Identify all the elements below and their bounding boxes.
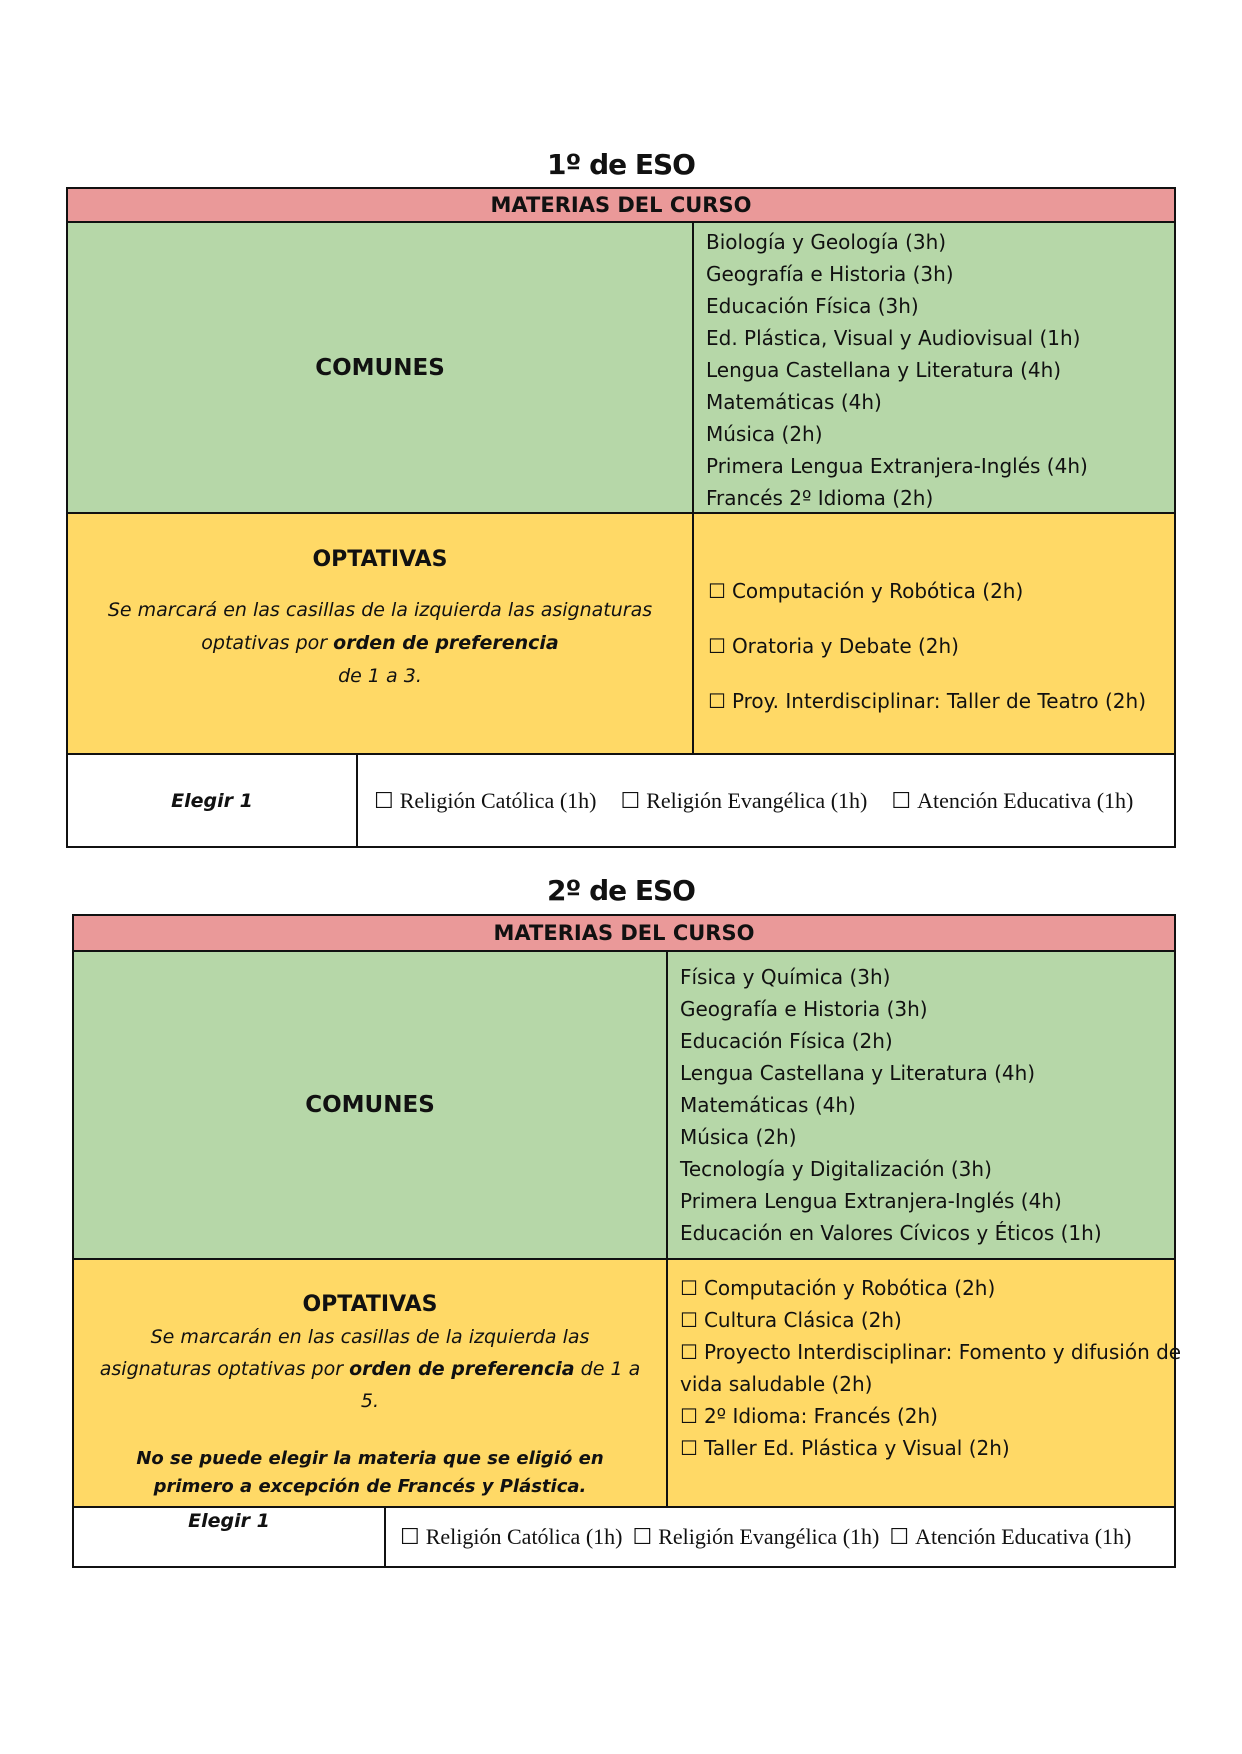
section-1-title: 1º de ESO <box>547 148 695 181</box>
section-2-table <box>72 914 1182 1568</box>
subject-item: Francés 2º Idioma (2h) <box>706 486 934 510</box>
section-1-header: MATERIAS DEL CURSO <box>68 189 1174 221</box>
subject-item: Primera Lengua Extranjera-Inglés (4h) <box>680 1189 1062 1213</box>
optativa-option-teatro[interactable]: ☐ Proy. Interdisciplinar: Taller de Teatro (2h) <box>708 689 1147 713</box>
checkbox-icon[interactable]: ☐ <box>680 1436 698 1460</box>
subject-item: Lengua Castellana y Literatura (4h) <box>706 358 1062 382</box>
elegir-option-atencion[interactable]: ☐ Atención Educativa (1h) <box>891 787 1134 814</box>
section-1-optativas-info <box>68 512 692 753</box>
checkbox-icon[interactable]: ☐ <box>680 1276 698 1300</box>
section-1-table <box>66 187 1176 848</box>
subject-item: Música (2h) <box>680 1125 797 1149</box>
checkbox-icon[interactable]: ☐ <box>708 634 726 658</box>
subject-item: Educación Física (3h) <box>706 294 919 318</box>
section-1-optativas-label: OPTATIVAS <box>312 547 448 572</box>
section-2-comunes-list <box>680 961 1174 1249</box>
section-1-optativas-options <box>692 512 1174 753</box>
optativa-option-computacion[interactable]: ☐ Computación y Robótica (2h) <box>708 579 1024 603</box>
section-1-comunes-label: COMUNES <box>68 221 692 512</box>
checkbox-icon[interactable]: ☐ <box>400 1525 420 1550</box>
section-2-optativas-info <box>74 1258 666 1506</box>
checkbox-icon[interactable]: ☐ <box>680 1308 698 1332</box>
checkbox-icon[interactable]: ☐ <box>680 1404 698 1428</box>
section-2-elegir-label: Elegir 1 <box>74 1506 384 1566</box>
section-2-header: MATERIAS DEL CURSO <box>74 916 1174 950</box>
section-2-optativas-options <box>666 1258 1182 1506</box>
checkbox-icon[interactable]: ☐ <box>891 788 912 814</box>
subject-item: Música (2h) <box>706 422 823 446</box>
checkbox-icon[interactable]: ☐ <box>680 1340 698 1364</box>
optativa-option-cultura-clasica[interactable]: ☐ Cultura Clásica (2h) <box>680 1308 902 1332</box>
subject-item: Geografía e Historia (3h) <box>680 997 928 1021</box>
subject-item: Matemáticas (4h) <box>680 1093 856 1117</box>
section-2-title: 2º de ESO <box>547 874 695 907</box>
optativa-option-frances[interactable]: ☐ 2º Idioma: Francés (2h) <box>680 1404 938 1428</box>
section-1-comunes-list <box>706 226 1174 514</box>
subject-item: Educación en Valores Cívicos y Éticos (1h) <box>680 1221 1102 1245</box>
checkbox-icon[interactable]: ☐ <box>374 788 394 814</box>
section-2-comunes-label: COMUNES <box>74 950 666 1258</box>
optativa-option-proyecto[interactable]: ☐ Proyecto Interdisciplinar: Fomento y difusión de <box>680 1340 1182 1364</box>
subject-item: Tecnología y Digitalización (3h) <box>680 1157 992 1181</box>
checkbox-icon[interactable]: ☐ <box>708 689 726 713</box>
optativa-option-plastica[interactable]: ☐ Taller Ed. Plástica y Visual (2h) <box>680 1436 1010 1460</box>
elegir-option-evangelica[interactable]: ☐ Religión Evangélica (1h) <box>620 787 868 814</box>
section-1-elegir-options <box>356 753 1174 846</box>
optativa-option-computacion[interactable]: ☐ Computación y Robótica (2h) <box>680 1276 996 1300</box>
subject-item: Ed. Plástica, Visual y Audiovisual (1h) <box>706 326 1081 350</box>
optativa-option-oratoria[interactable]: ☐ Oratoria y Debate (2h) <box>708 634 959 658</box>
elegir-option-catolica[interactable]: ☐ Religión Católica (1h) <box>374 787 597 814</box>
section-2-elegir-options <box>384 1506 1174 1566</box>
optativa-option-proyecto-cont: vida saludable (2h) <box>680 1372 873 1396</box>
subject-item: Biología y Geología (3h) <box>706 230 947 254</box>
checkbox-icon[interactable]: ☐ <box>620 788 641 814</box>
subject-item: Educación Física (2h) <box>680 1029 893 1053</box>
checkbox-icon[interactable]: ☐ <box>708 579 726 603</box>
elegir-option-evangelica[interactable]: ☐ Religión Evangélica (1h) <box>632 1524 880 1550</box>
checkbox-icon[interactable]: ☐ <box>632 1525 653 1550</box>
section-2-comunes-list-cell <box>666 950 1174 1258</box>
section-1-elegir-label: Elegir 1 <box>68 753 356 846</box>
section-2-note: No se puede elegir la materia que se eligió en primero a excepción de Francés y Plástica. <box>136 1448 604 1497</box>
elegir-option-catolica[interactable]: ☐ Religión Católica (1h) <box>400 1524 623 1550</box>
subject-item: Matemáticas (4h) <box>706 390 882 414</box>
section-2-instructions: Se marcarán en las casillas de la izquierda las asignaturas optativas por orden de preferencia de 1 a 5. <box>99 1326 641 1412</box>
elegir-option-atencion[interactable]: ☐ Atención Educativa (1h) <box>889 1524 1132 1550</box>
section-1-comunes-list-cell <box>692 221 1174 512</box>
section-2-optativas-label: OPTATIVAS <box>302 1292 438 1317</box>
subject-item: Física y Química (3h) <box>680 965 891 989</box>
section-1-instructions: Se marcará en las casillas de la izquierda las asignaturas optativas por orden de preferencia de 1 a 3. <box>107 599 653 687</box>
subject-item: Lengua Castellana y Literatura (4h) <box>680 1061 1036 1085</box>
subject-item: Primera Lengua Extranjera-Inglés (4h) <box>706 454 1088 478</box>
checkbox-icon[interactable]: ☐ <box>889 1525 910 1550</box>
subject-item: Geografía e Historia (3h) <box>706 262 954 286</box>
